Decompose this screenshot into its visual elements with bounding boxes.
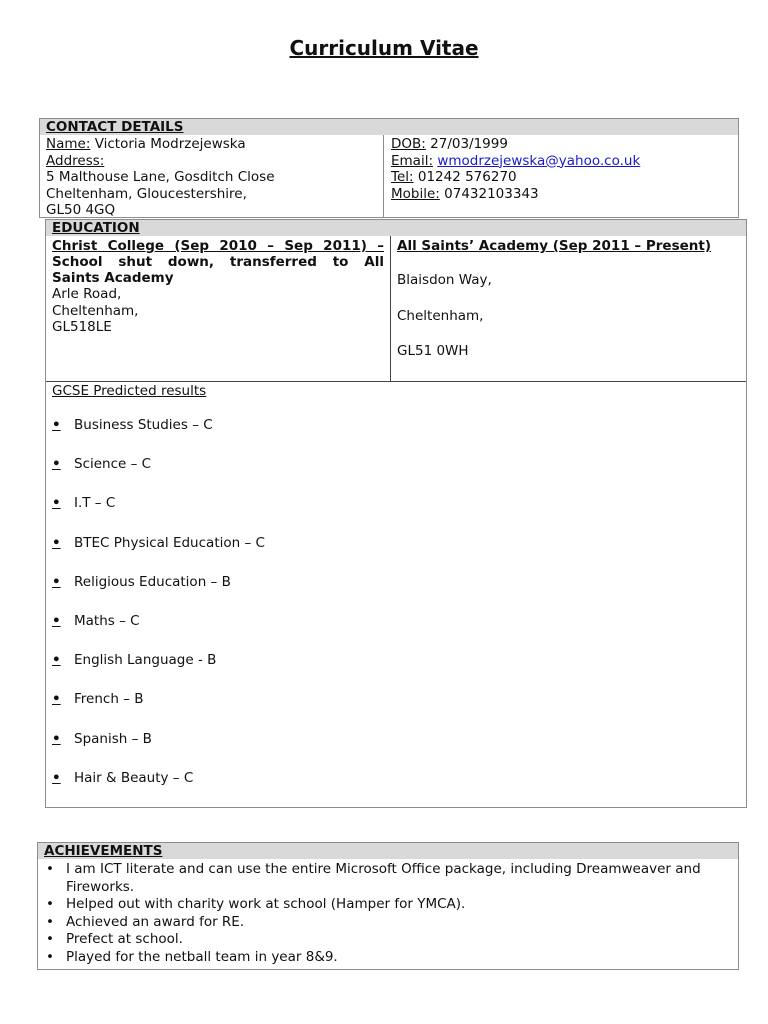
gcse-item-text: Maths – C bbox=[74, 612, 140, 629]
bullet: • bbox=[52, 652, 61, 669]
bullet: • bbox=[52, 769, 61, 786]
achievement-text: I am ICT literate and can use the entire Microsoft Office package, including Dreamweaver and Fireworks. bbox=[66, 861, 701, 895]
school1-address-line-3: GL518LE bbox=[52, 319, 112, 335]
achievement-item bbox=[44, 861, 734, 896]
dob-row bbox=[391, 136, 640, 153]
contact-details-heading: CONTACT DETAILS bbox=[40, 119, 738, 135]
education-heading: EDUCATION bbox=[46, 220, 746, 236]
gcse-item-text: French – B bbox=[74, 691, 144, 708]
gcse-item bbox=[52, 613, 265, 652]
achievement-text: Prefect at school. bbox=[66, 931, 183, 947]
gcse-item-text: Business Studies – C bbox=[74, 417, 213, 433]
gcse-heading: GCSE Predicted results bbox=[52, 383, 207, 399]
bullet: • bbox=[46, 931, 54, 947]
school2-address-line-3: GL51 0WH bbox=[397, 343, 469, 359]
school1-title-line-1 bbox=[52, 238, 384, 254]
dob-label: DOB: bbox=[391, 136, 426, 152]
gcse-item bbox=[52, 535, 265, 574]
achievement-text: Helped out with charity work at school (Hamper for YMCA). bbox=[66, 896, 466, 912]
school1-address-line-2: Cheltenham, bbox=[52, 302, 139, 319]
address-line-2: Cheltenham, Gloucestershire, bbox=[46, 185, 247, 202]
bullet: • bbox=[52, 691, 61, 708]
achievements-heading: ACHIEVEMENTS bbox=[38, 843, 738, 859]
gcse-item-text: Science – C bbox=[74, 456, 152, 473]
document-title: Curriculum Vitae bbox=[289, 36, 479, 60]
mobile-value: 07432103343 bbox=[444, 185, 539, 202]
tel-row bbox=[391, 169, 640, 186]
name-value: Victoria Modrzejewska bbox=[94, 136, 246, 152]
achievement-text: Played for the netball team in year 8&9. bbox=[66, 948, 338, 965]
bullet: • bbox=[52, 534, 61, 551]
school1-address-line-1: Arle Road, bbox=[52, 286, 122, 302]
gcse-item bbox=[52, 770, 265, 809]
gcse-item bbox=[52, 574, 265, 613]
gcse-item bbox=[52, 495, 265, 534]
bullet: • bbox=[52, 730, 61, 747]
tel-value: 01242 576270 bbox=[417, 169, 517, 185]
bullet: • bbox=[52, 612, 61, 629]
email-link[interactable]: wmodrzejewska@yahoo.co.uk bbox=[437, 152, 641, 169]
achievement-text: Achieved an award for RE. bbox=[66, 913, 245, 930]
contact-left-column bbox=[46, 136, 275, 219]
bullet: • bbox=[52, 495, 61, 512]
address-line-1: 5 Malthouse Lane, Gosditch Close bbox=[46, 169, 275, 185]
mobile-label: Mobile: bbox=[391, 185, 440, 202]
dob-value: 27/03/1999 bbox=[430, 136, 508, 152]
school2-address-line-2: Cheltenham, bbox=[397, 307, 484, 324]
contact-right-column bbox=[391, 136, 640, 202]
tel-label: Tel: bbox=[391, 169, 414, 185]
bullet: • bbox=[52, 456, 61, 473]
school1-title-line-2: School shut down, transferred to All bbox=[52, 254, 384, 270]
gcse-item-text: Religious Education – B bbox=[74, 573, 231, 590]
achievements-section bbox=[37, 842, 739, 970]
school1-title-line-3: Saints Academy bbox=[52, 270, 174, 286]
school-christ-college bbox=[52, 238, 384, 336]
address-line-3: GL50 4GQ bbox=[46, 202, 116, 218]
contact-details-section bbox=[39, 118, 739, 218]
gcse-item-text: BTEC Physical Education – C bbox=[74, 534, 265, 551]
achievements-list bbox=[44, 861, 734, 966]
contact-column-divider bbox=[383, 135, 384, 217]
name-row bbox=[46, 136, 275, 153]
achievement-item bbox=[44, 896, 734, 914]
achievement-item bbox=[44, 914, 734, 932]
gcse-item-text: Hair & Beauty – C bbox=[74, 769, 194, 786]
bullet: • bbox=[46, 861, 54, 877]
bullet: • bbox=[46, 913, 54, 930]
gcse-item bbox=[52, 652, 265, 691]
achievement-item bbox=[44, 931, 734, 949]
name-label: Name: bbox=[46, 136, 91, 152]
education-row-divider bbox=[46, 381, 746, 382]
education-section bbox=[45, 219, 747, 808]
bullet: • bbox=[46, 896, 54, 912]
gcse-item bbox=[52, 691, 265, 730]
gcse-item bbox=[52, 731, 265, 770]
email-label: Email: bbox=[391, 152, 434, 169]
school2-title: All Saints’ Academy (Sep 2011 – Present) bbox=[397, 238, 712, 254]
school1-title-underlined: Christ College (Sep 2010 – Sep 2011) – bbox=[52, 238, 384, 254]
gcse-item bbox=[52, 417, 265, 456]
mobile-row bbox=[391, 186, 640, 203]
email-row bbox=[391, 153, 640, 170]
address-label: Address: bbox=[46, 152, 105, 169]
gcse-item bbox=[52, 456, 265, 495]
education-column-divider bbox=[390, 236, 391, 382]
gcse-results-list bbox=[52, 417, 265, 809]
bullet: • bbox=[46, 948, 54, 965]
bullet: • bbox=[52, 417, 61, 433]
school-all-saints bbox=[397, 238, 711, 360]
achievement-item bbox=[44, 949, 734, 967]
gcse-item-text: Spanish – B bbox=[74, 730, 152, 747]
school2-address-line-1: Blaisdon Way, bbox=[397, 272, 492, 288]
bullet: • bbox=[52, 573, 61, 590]
gcse-item-text: English Language - B bbox=[74, 652, 217, 669]
gcse-item-text: I.T – C bbox=[74, 495, 116, 512]
